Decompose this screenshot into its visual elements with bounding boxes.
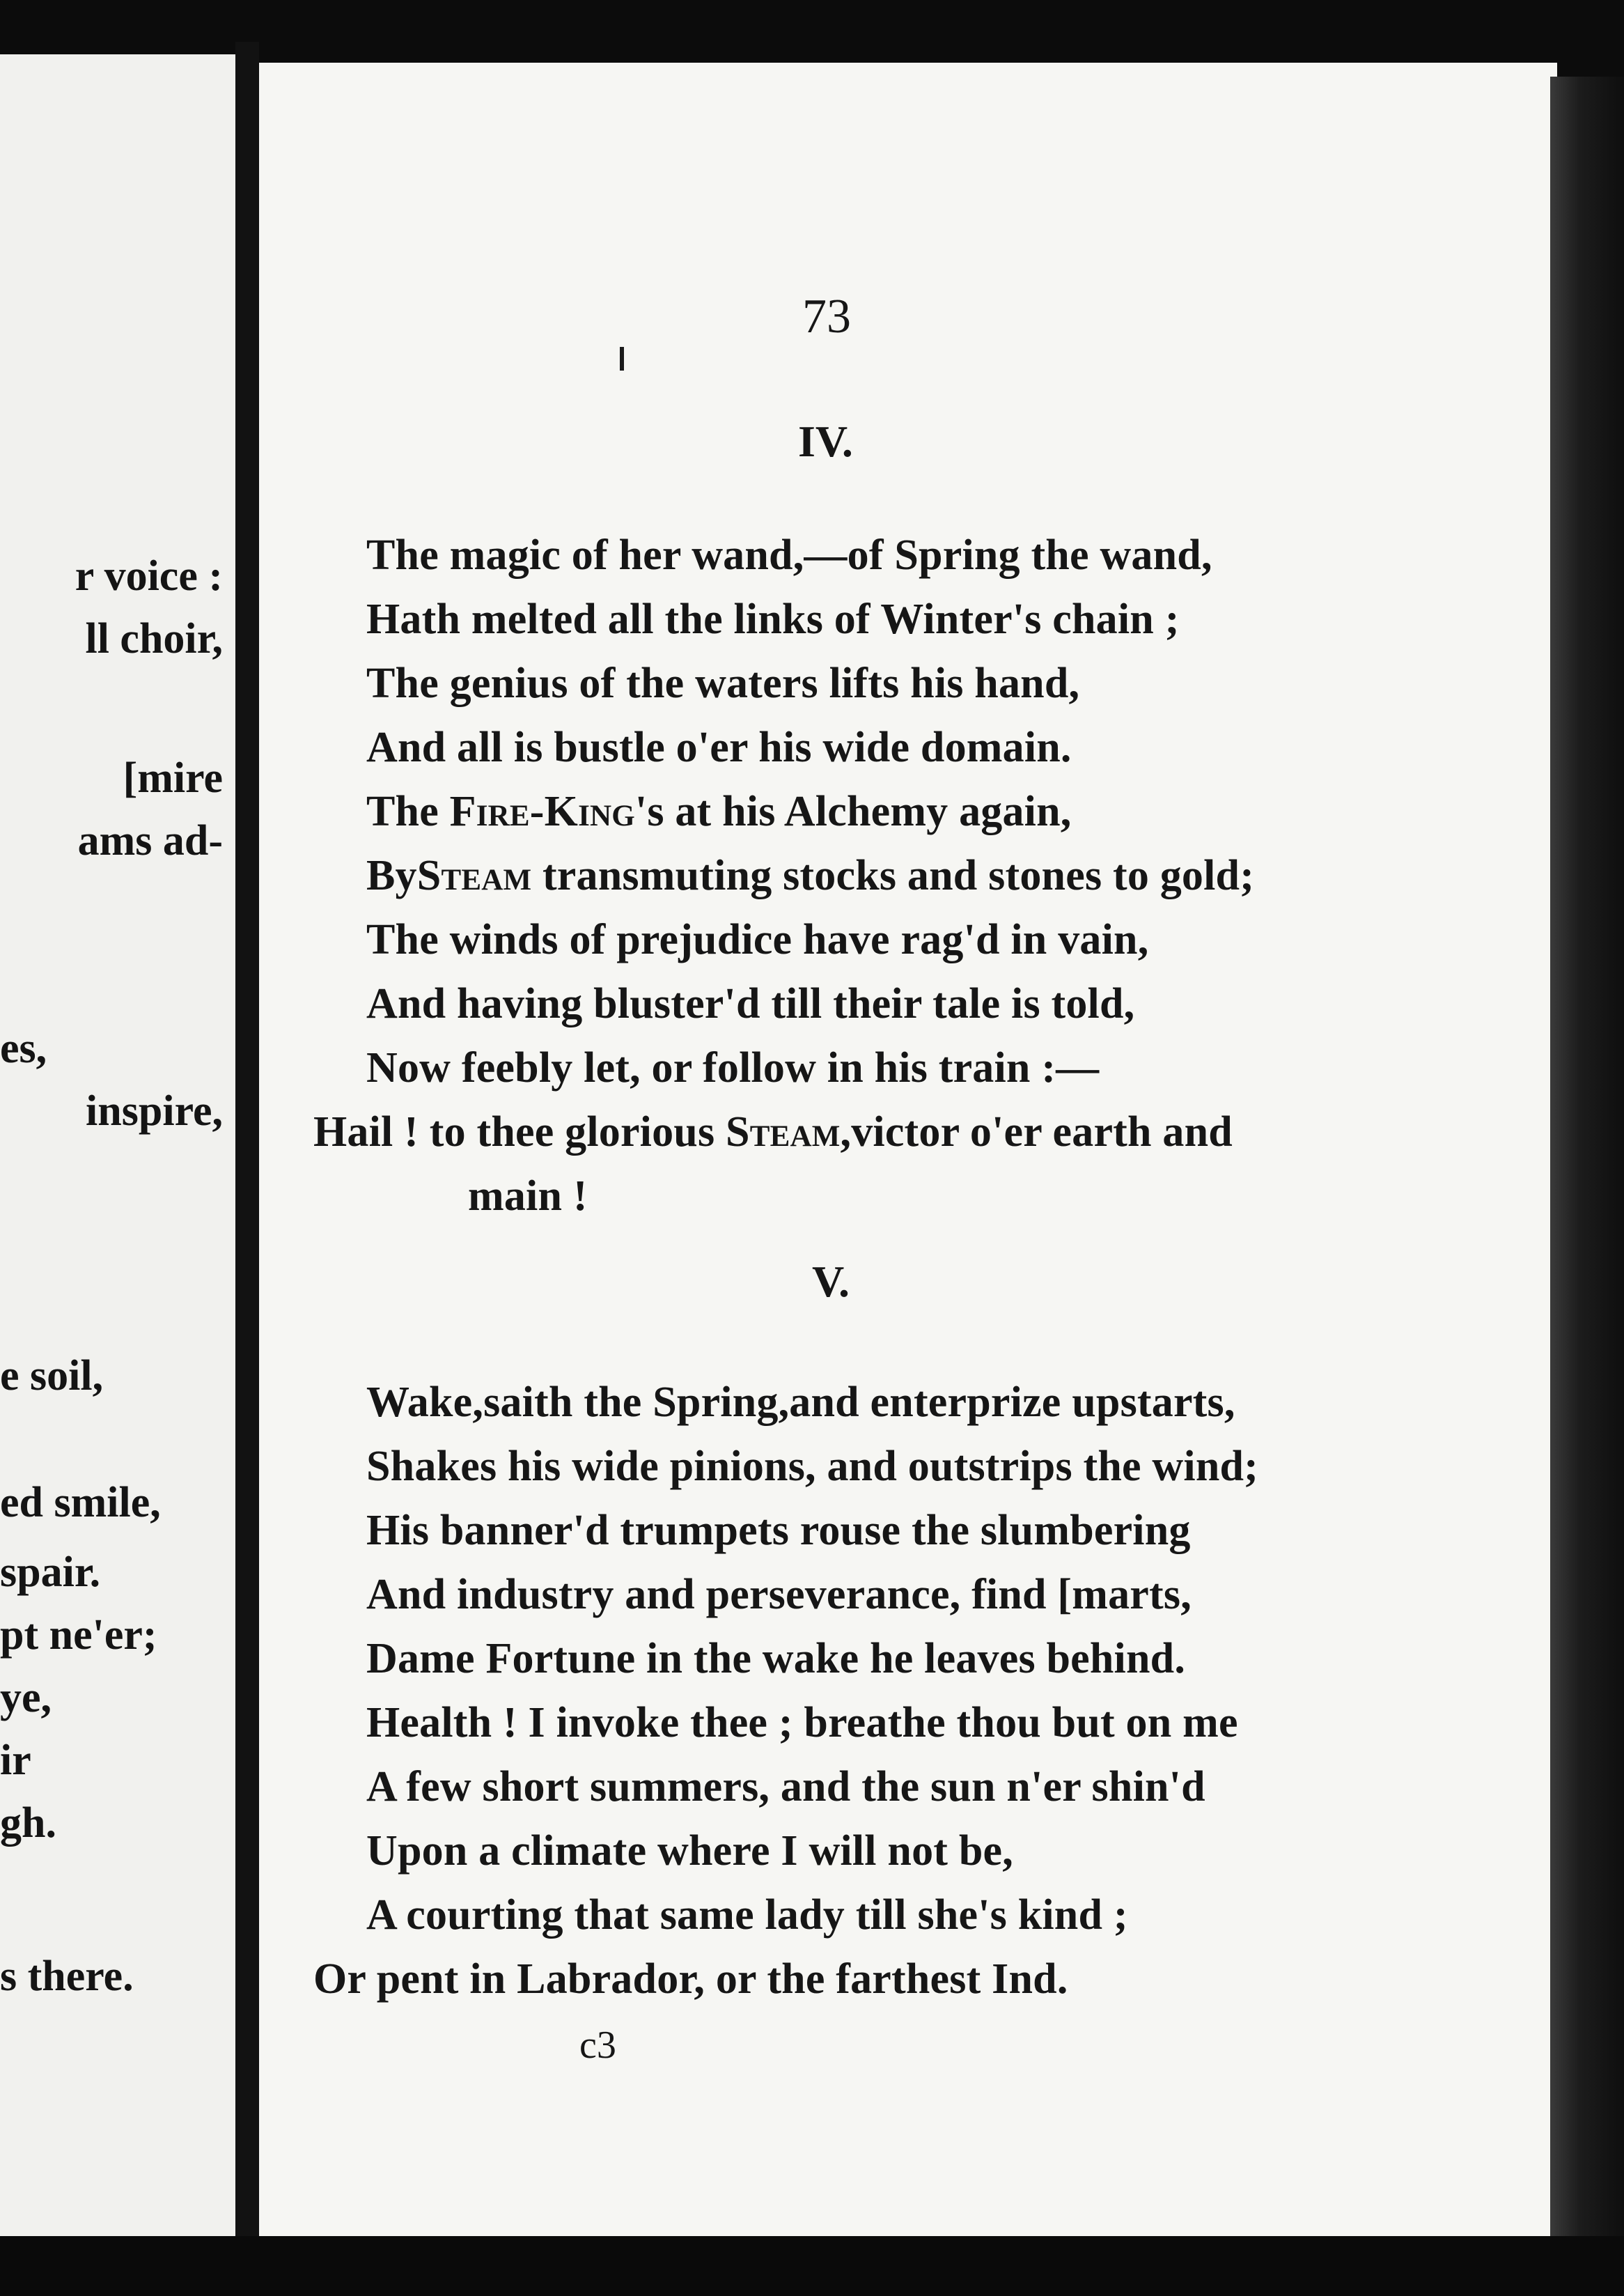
scan-border [0,2236,1624,2296]
left-fragment-line: gh. [0,1799,56,1847]
verse-line: And all is bustle o'er his wide domain. [366,724,1072,771]
left-fragment-line: ye, [0,1674,52,1721]
left-fragment-line: pt ne'er; [0,1611,157,1659]
verse-text: The [366,788,450,835]
book-gutter [235,42,259,2236]
left-fragment-line: inspire, [86,1087,223,1135]
left-fragment-line: r voice : [75,552,223,600]
previous-page-fragment [0,54,235,2236]
verse-line [366,854,1254,897]
verse-line: Or pent in Labrador, or the farthest Ind. [313,1955,1068,2003]
verse-line: Dame Fortune in the wake he leaves behind. [366,1635,1186,1682]
signature-mark: c3 [579,2024,616,2067]
verse-line: Upon a climate where I will not be, [366,1827,1013,1875]
verse-line: Wake,saith the Spring,and enterprize upstarts, [366,1379,1235,1426]
verse-line: The winds of prejudice have rag'd in vain, [366,916,1149,963]
verse-text: ,victor o'er earth and [840,1108,1233,1156]
left-fragment-line: e soil, [0,1352,104,1399]
verse-line: And industry and perseverance, find [marts, [366,1571,1192,1618]
page-number: 73 [802,290,851,343]
verse-line: Shakes his wide pinions, and outstrips the wind; [366,1443,1259,1490]
left-fragment-line: ed smile, [0,1479,161,1526]
verse-line: main ! [468,1172,588,1220]
verse-text: Hail ! to thee glorious [313,1108,726,1156]
verse-line: A few short summers, and the sun n'er shin'd [366,1763,1205,1810]
left-fragment-line: es, [0,1025,47,1072]
verse-line: Health ! I invoke thee ; breathe thou but on me [366,1699,1238,1746]
verse-line: A courting that same lady till she's kind ; [366,1891,1128,1939]
verse-text: By [366,852,417,899]
verse-text: 's at his Alchemy again, [634,788,1072,835]
small-caps-word: Steam [726,1108,841,1156]
stanza-numeral-v: V. [812,1257,850,1306]
ink-speck [620,347,624,371]
verse-line: Hath melted all the links of Winter's chain ; [366,596,1180,643]
verse-text: transmuting stocks and stones to gold; [531,852,1255,899]
verse-line: And having bluster'd till their tale is told, [366,980,1135,1027]
left-fragment-line: [mire [123,754,223,802]
left-fragment-line: ll choir, [85,615,223,662]
left-fragment-line: ir [0,1737,31,1784]
verse-line: His banner'd trumpets rouse the slumbering [366,1507,1191,1554]
left-fragment-line: s there. [0,1953,134,2000]
verse-line: Now feebly let, or follow in his train :— [366,1044,1100,1092]
verse-line [366,790,1072,833]
small-caps-word: Steam [416,852,532,899]
verse-line: The genius of the waters lifts his hand, [366,660,1080,707]
page-73 [259,63,1557,2243]
small-caps-word: Fire-King [449,788,635,835]
left-fragment-line: ams ad- [77,817,223,864]
page-edge-shadow [1550,77,1624,2243]
verse-line [313,1110,1233,1154]
left-fragment-line: spair. [0,1549,101,1596]
verse-line: The magic of her wand,—of Spring the wand, [366,532,1212,579]
stanza-numeral-iv: IV. [798,417,853,466]
